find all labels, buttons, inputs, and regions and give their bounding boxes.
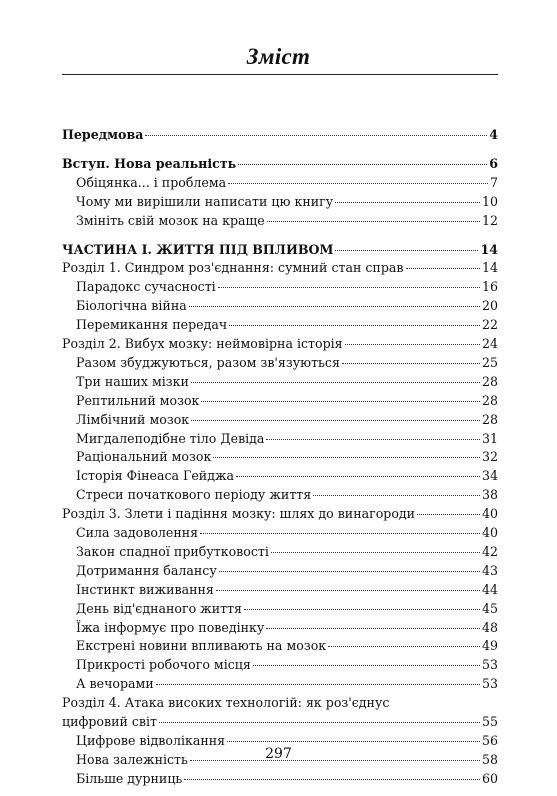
toc-entry[interactable] <box>62 241 498 259</box>
toc-entry[interactable] <box>76 278 498 296</box>
dot-leader <box>159 722 480 723</box>
toc-entry-label: Прикрості робочого місця <box>76 657 251 673</box>
dot-leader <box>335 250 478 251</box>
toc-entry-page: 28 <box>481 373 498 389</box>
toc-entry[interactable] <box>76 562 498 580</box>
toc-entry-label: Перемикання передач <box>76 317 228 333</box>
dot-leader <box>219 571 480 572</box>
toc-entry-label: Інстинкт виживання <box>76 581 214 597</box>
toc-entry[interactable] <box>76 212 498 230</box>
toc-entry-page: 6 <box>489 155 498 171</box>
dot-leader <box>145 135 487 136</box>
toc-entry-label: Їжа інформує про поведінку <box>76 619 265 635</box>
toc-entry[interactable] <box>76 467 498 485</box>
toc-entry-page: 55 <box>481 714 498 729</box>
toc-entry-label: Мигдалеподібне тіло Девіда <box>76 430 265 446</box>
toc-entry-label: Рептильний мозок <box>76 392 200 408</box>
toc-entry-page: 53 <box>481 676 498 692</box>
dot-leader <box>345 344 480 345</box>
toc-entry[interactable] <box>76 486 498 504</box>
toc-entry-page: 25 <box>481 354 498 370</box>
toc-entry-label: Дотримання балансу <box>76 562 217 578</box>
toc-entry-page: 56 <box>481 732 498 748</box>
page-number: 297 <box>265 746 292 762</box>
dot-leader <box>238 164 487 165</box>
toc-entry[interactable] <box>76 581 498 599</box>
toc-entry-page: 14 <box>480 241 498 257</box>
toc-entry-label: Сила задоволення <box>76 525 199 540</box>
toc-entry-label: Екстрені новини впливають на мозок <box>76 638 327 654</box>
toc-entry-label: Закон спадної прибутковості <box>76 543 269 559</box>
toc-entry[interactable] <box>76 637 498 655</box>
toc-entry-page: 38 <box>481 487 498 503</box>
toc-entry-label: Лімбічний мозок <box>76 411 190 427</box>
toc-entry[interactable] <box>76 524 498 542</box>
toc-entry-label: Парадокс сучасності <box>76 279 216 295</box>
toc-entry-label: Змініть свій мозок на краще <box>76 212 265 228</box>
toc-entry[interactable] <box>76 600 498 618</box>
toc-entry-page: 22 <box>481 317 498 333</box>
dot-leader <box>271 552 480 553</box>
toc-entry-page: 48 <box>481 619 498 635</box>
dot-leader <box>218 287 480 288</box>
toc-entry-label: Раціональний мозок <box>76 449 212 465</box>
toc-entry-page: 43 <box>481 562 498 578</box>
toc-entry-label: А вечорами <box>76 676 154 692</box>
toc-entry[interactable] <box>76 373 498 391</box>
toc-entry[interactable] <box>76 354 498 372</box>
toc-entry[interactable] <box>76 619 498 637</box>
dot-leader <box>156 684 480 685</box>
dot-leader <box>228 183 488 184</box>
toc-entry-page: 12 <box>481 212 498 228</box>
toc-entry[interactable] <box>76 430 498 448</box>
toc-entry-label: Нова залежність <box>76 751 188 767</box>
toc-entry[interactable] <box>76 411 498 429</box>
toc-entry-label: Розділ 2. Вибух мозку: неймовірна історія <box>62 336 343 351</box>
dot-leader <box>253 665 480 666</box>
dot-leader <box>216 590 480 591</box>
toc-entry-page: 7 <box>489 174 498 190</box>
dot-leader <box>328 646 480 647</box>
dot-leader <box>266 628 480 629</box>
dot-leader <box>236 476 480 477</box>
dot-leader <box>227 741 480 742</box>
toc-entry[interactable] <box>76 656 498 674</box>
toc-entry-page: 28 <box>481 411 498 427</box>
toc-entry-label: Разом збуджуються, разом зв'язуються <box>76 354 340 370</box>
toc-entry[interactable] <box>62 126 498 144</box>
toc-entry[interactable] <box>62 505 498 523</box>
toc-entry[interactable] <box>62 155 498 173</box>
dot-leader <box>342 363 480 364</box>
dot-leader <box>267 221 480 222</box>
toc-entry[interactable] <box>62 713 498 731</box>
toc-entry-page: 10 <box>481 193 498 209</box>
toc-entry-label: Чому ми вирішили написати цю книгу <box>76 193 334 209</box>
toc-entry-page: 14 <box>481 260 498 276</box>
toc-entry[interactable] <box>62 335 498 353</box>
toc-entry[interactable] <box>76 448 498 466</box>
toc-entry-label: Передмова <box>62 127 144 142</box>
toc-entry-page: 34 <box>481 468 498 484</box>
toc-entry[interactable] <box>62 259 498 277</box>
toc-entry-page: 49 <box>481 638 498 654</box>
toc-entry-page: 40 <box>481 525 498 540</box>
dot-leader <box>406 268 480 269</box>
toc-entry-label-continued: цифровий світ <box>62 714 158 729</box>
toc-entry[interactable] <box>76 675 498 693</box>
toc-entry-page: 58 <box>481 751 498 767</box>
toc-entry[interactable] <box>76 543 498 561</box>
toc-entry-label: Цифрове відволікання <box>76 732 226 748</box>
toc-entry-label: День від'єднаного життя <box>76 600 243 616</box>
toc-entry-label: Розділ 3. Злети і падіння мозку: шлях до винагороди <box>62 506 416 522</box>
toc-entry-page: 31 <box>481 430 498 446</box>
dot-leader <box>191 420 480 421</box>
toc-entry-label: Розділ 1. Синдром роз'єднання: сумний стан справ <box>62 260 404 276</box>
toc-entry[interactable] <box>76 770 498 788</box>
toc-entry-page: 32 <box>481 449 498 465</box>
toc-entry[interactable] <box>76 193 498 211</box>
toc-entry-label: Біологічна війна <box>76 298 187 314</box>
dot-leader <box>189 306 480 307</box>
page-title: Зміст <box>246 44 311 69</box>
toc-entry-page: 40 <box>481 506 498 522</box>
toc-entry-label: Більше дурниць <box>76 770 183 786</box>
toc-entry-page: 53 <box>481 657 498 673</box>
toc-entry-label: ЧАСТИНА І. ЖИТТЯ ПІД ВПЛИВОМ <box>62 241 334 257</box>
toc-entry-page: 42 <box>481 543 498 559</box>
dot-leader <box>313 495 480 496</box>
toc-entry[interactable] <box>76 297 498 315</box>
dot-leader <box>335 202 480 203</box>
dot-leader <box>244 609 480 610</box>
toc-entry-label: Стреси початкового періоду життя <box>76 487 312 503</box>
dot-leader <box>201 401 480 402</box>
toc-entry-page: 24 <box>481 336 498 351</box>
toc-entry[interactable] <box>76 174 498 192</box>
toc-entry-page: 16 <box>481 279 498 295</box>
toc-entry[interactable] <box>76 316 498 334</box>
toc-entry-label: Обіцянка... і проблема <box>76 174 227 190</box>
dot-leader <box>417 514 480 515</box>
dot-leader <box>200 533 480 534</box>
toc-entry-page: 4 <box>489 127 498 142</box>
dot-leader <box>229 325 480 326</box>
toc-entry-label: Вступ. Нова реальність <box>62 155 237 171</box>
toc-entry-page: 44 <box>481 581 498 597</box>
dot-leader <box>266 439 480 440</box>
dot-leader <box>191 382 480 383</box>
title-divider <box>62 74 498 75</box>
toc-entry-page: 60 <box>481 770 498 786</box>
dot-leader <box>184 779 480 780</box>
toc-entry-label: Історія Фінеаса Гейджа <box>76 468 235 484</box>
toc-entry-page: 45 <box>481 600 498 616</box>
toc-entry-page: 20 <box>481 298 498 314</box>
toc-entry-page: 28 <box>481 392 498 408</box>
toc-entry-label: Три наших мізки <box>76 373 189 389</box>
toc-entry-label: Розділ 4. Атака високих технологій: як роз'єднус <box>62 695 390 711</box>
dot-leader <box>213 457 480 458</box>
toc-entry[interactable] <box>76 392 498 410</box>
